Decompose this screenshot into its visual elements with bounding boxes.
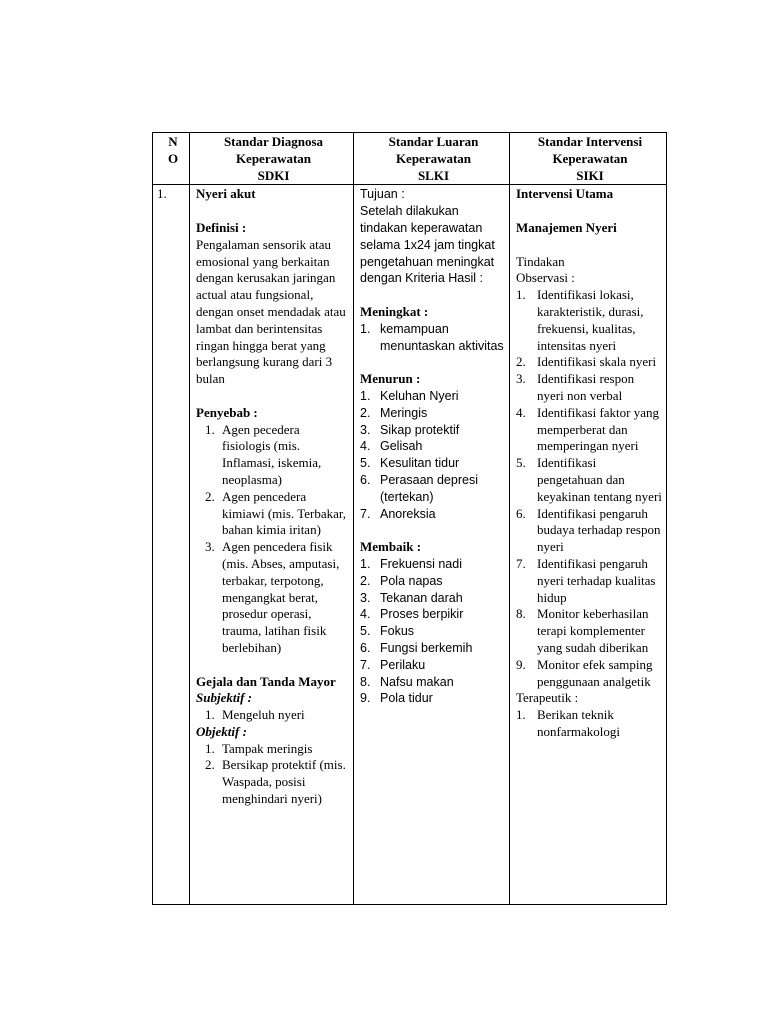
list-item-number: 7. — [360, 657, 371, 672]
list-item-number: 8. — [516, 606, 526, 622]
list-item — [360, 623, 507, 640]
list-item — [516, 707, 664, 741]
list-item — [360, 388, 507, 405]
list-item-text: Agen pencedera fisik (mis. Abses, amputasi, terbakar, terpotong, mengangkat berat, prosedur operasi, trauma, latihan fisik berlebihan) — [222, 539, 340, 655]
list-item-number: 2. — [360, 405, 371, 420]
list-item — [516, 405, 664, 455]
list-item — [516, 606, 664, 656]
list-item-text: Monitor efek samping penggunaan analgetik — [537, 656, 653, 689]
list-item — [360, 321, 507, 355]
list-item — [360, 556, 507, 573]
tindakan-label: Tindakan — [516, 253, 565, 269]
list-item-number: 1. — [205, 421, 215, 437]
list-item-text: Tekanan darah — [380, 590, 463, 605]
list-item-number: 4. — [516, 404, 526, 420]
row-number: 1. — [153, 185, 190, 905]
list-item-number: 6. — [360, 472, 371, 487]
list-item-number: 5. — [360, 456, 371, 471]
list-item-text: Agen pecedera fisiologis (mis. Inflamasi, iskemia, neoplasma) — [222, 421, 322, 487]
list-item-number: 4. — [360, 607, 371, 622]
list-item-text: Agen pencedera kimiawi (mis. Terbakar, bahan kimia iritan) — [222, 488, 346, 538]
list-item — [360, 657, 507, 674]
menurun-label: Menurun : — [360, 371, 421, 387]
list-item-text: Fungsi berkemih — [380, 640, 473, 655]
list-item-text: Identifikasi pengaruh budaya terhadap respon nyeri — [537, 505, 661, 555]
tujuan-label: Tujuan : — [360, 187, 405, 202]
membaik-list — [360, 556, 507, 707]
list-item-text: Gelisah — [380, 439, 423, 454]
list-item-text: Identifikasi lokasi, karakteristik, durasi, frekuensi, kualitas, intensitas nyeri — [537, 287, 644, 353]
list-item — [360, 455, 507, 472]
header-no: N O — [153, 133, 190, 185]
list-item — [360, 573, 507, 590]
list-item — [516, 556, 664, 606]
nursing-care-table — [152, 132, 667, 905]
list-item-number: 1. — [360, 321, 371, 336]
list-item — [360, 690, 507, 707]
list-item — [196, 489, 351, 539]
terapeutik-label: Terapeutik : — [516, 690, 579, 706]
header-siki: Standar Intervensi Keperawatan SIKI — [510, 133, 667, 185]
list-item-number: 2. — [205, 757, 215, 773]
list-item-text: Monitor keberhasilan terapi komplementer yang sudah diberikan — [537, 606, 649, 655]
header-sdki: Standar Diagnosa Keperawatan SDKI — [190, 133, 354, 185]
subjektif-list — [196, 707, 351, 724]
sdki-cell — [190, 185, 354, 905]
list-item-text: Nafsu makan — [380, 674, 454, 689]
list-item — [516, 287, 664, 354]
meningkat-list — [360, 321, 507, 355]
penyebab-list — [196, 422, 351, 657]
menurun-list — [360, 388, 507, 522]
list-item-text: Perilaku — [380, 657, 426, 672]
terapeutik-list — [516, 707, 664, 741]
observasi-list — [516, 287, 664, 690]
list-item — [360, 422, 507, 439]
list-item-text: Identifikasi faktor yang memperberat dan memperingan nyeri — [537, 404, 660, 454]
list-item-text: Bersikap protektif (mis. Waspada, posisi menghindari nyeri) — [222, 757, 346, 807]
definisi-text: Pengalaman sensorik atau emosional yang berkaitan dengan kerusakan jaringan actual atau fungsional, dengan onset mendadak atau lambat dan berintensitas ringan hingga berat yang berlangsung kurang dari 3 bulan — [196, 236, 346, 387]
subjektif-label: Subjektif : — [196, 690, 252, 706]
list-item-text: Proses berpikir — [380, 607, 464, 622]
list-item-number: 1. — [516, 287, 526, 303]
list-item-text: Kesulitan tidur — [380, 456, 460, 471]
list-item — [360, 606, 507, 623]
list-item-text: Sikap protektif — [380, 422, 460, 437]
list-item — [360, 590, 507, 607]
list-item — [196, 757, 351, 807]
list-item-text: kemampuan menuntaskan aktivitas — [380, 321, 504, 353]
list-item-number: 2. — [360, 573, 371, 588]
list-item — [196, 539, 351, 657]
list-item — [360, 674, 507, 691]
list-item — [196, 422, 351, 489]
list-item-number: 8. — [360, 674, 371, 689]
list-item-text: Anoreksia — [380, 506, 436, 521]
list-item-number: 1. — [205, 740, 215, 756]
list-item-text: Keluhan Nyeri — [380, 388, 459, 403]
list-item — [360, 506, 507, 523]
list-item-text: Tampak meringis — [222, 740, 313, 756]
definisi-label: Definisi : — [196, 219, 247, 235]
list-item — [360, 405, 507, 422]
gejala-label: Gejala dan Tanda Mayor — [196, 673, 336, 689]
slki-cell — [354, 185, 510, 905]
penyebab-label: Penyebab : — [196, 404, 258, 420]
list-item-text: Perasaan depresi (tertekan) — [380, 472, 478, 504]
list-item-number: 1. — [360, 556, 371, 571]
list-item-number: 2. — [205, 488, 215, 504]
diagnosis-title: Nyeri akut — [196, 186, 256, 202]
intervensi-title: Intervensi Utama — [516, 186, 614, 202]
table-row — [153, 185, 667, 905]
membaik-label: Membaik : — [360, 539, 422, 555]
list-item-number: 5. — [516, 455, 526, 471]
list-item — [516, 506, 664, 556]
table-header-row — [153, 133, 667, 185]
list-item-number: 4. — [360, 439, 371, 454]
objektif-list — [196, 741, 351, 808]
list-item — [196, 707, 351, 724]
list-item-number: 7. — [360, 506, 371, 521]
list-item-text: Berikan teknik nonfarmakologi — [537, 707, 621, 739]
intervensi-subtitle: Manajemen Nyeri — [516, 219, 617, 235]
list-item-number: 2. — [516, 354, 526, 370]
list-item-number: 5. — [360, 624, 371, 639]
list-item-number: 3. — [205, 539, 215, 555]
siki-cell — [510, 185, 667, 905]
list-item-text: Frekuensi nadi — [380, 556, 462, 571]
objektif-label: Objektif : — [196, 723, 247, 739]
list-item-number: 9. — [516, 656, 526, 672]
list-item-text: Identifikasi pengaruh nyeri terhadap kualitas hidup — [537, 555, 656, 605]
list-item-text: Pola tidur — [380, 691, 433, 706]
observasi-label: Observasi : — [516, 270, 575, 286]
list-item-text: Meringis — [380, 405, 428, 420]
list-item-number: 6. — [516, 505, 526, 521]
list-item-text: Identifikasi respon nyeri non verbal — [537, 371, 635, 403]
list-item-number: 7. — [516, 555, 526, 571]
list-item-text: Identifikasi skala nyeri — [537, 354, 657, 370]
list-item — [360, 640, 507, 657]
list-item — [516, 371, 664, 405]
list-item — [360, 438, 507, 455]
list-item-number: 9. — [360, 691, 371, 706]
list-item-text: Fokus — [380, 624, 415, 639]
list-item-number: 3. — [360, 590, 371, 605]
list-item — [360, 472, 507, 506]
list-item-text: Mengeluh nyeri — [222, 707, 305, 723]
list-item-number: 1. — [516, 707, 526, 723]
list-item-text: Identifikasi pengetahuan dan keyakinan tentang nyeri — [537, 455, 662, 504]
list-item-text: Pola napas — [380, 573, 443, 588]
list-item-number: 3. — [516, 371, 526, 387]
list-item-number: 6. — [360, 640, 371, 655]
list-item-number: 1. — [205, 707, 215, 723]
header-slki: Standar Luaran Keperawatan SLKI — [354, 133, 510, 185]
list-item-number: 1. — [360, 388, 371, 403]
list-item — [516, 354, 664, 371]
list-item — [196, 741, 351, 758]
list-item — [516, 657, 664, 691]
list-item-number: 3. — [360, 422, 371, 437]
meningkat-label: Meningkat : — [360, 303, 429, 319]
list-item — [516, 455, 664, 505]
tujuan-text: Setelah dilakukan tindakan keperawatan selama 1x24 jam tingkat pengetahuan meningkat dengan Kriteria Hasil : — [360, 204, 495, 286]
